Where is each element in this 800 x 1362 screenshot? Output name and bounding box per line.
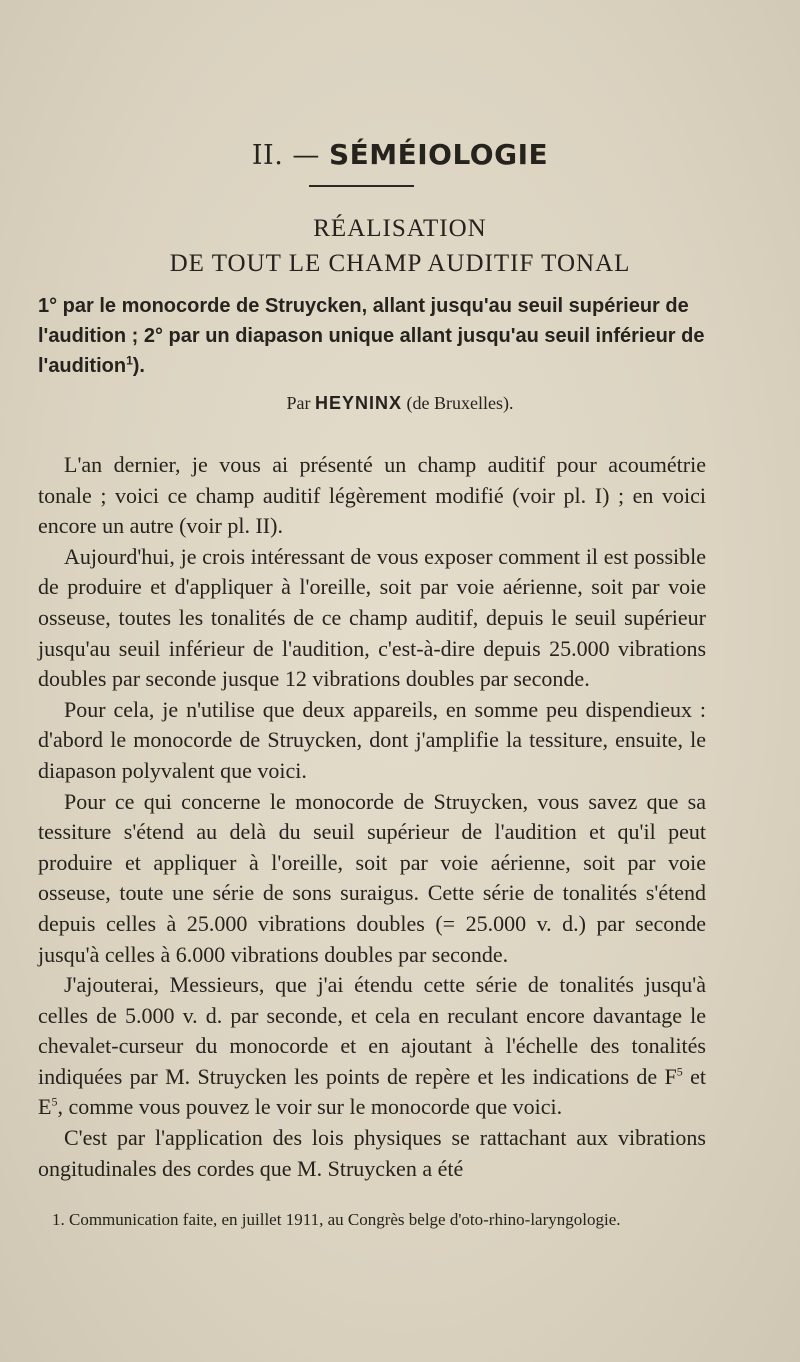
paragraph-4: Pour ce qui concerne le monocorde de Struycken, vous savez que sa tessiture s'étend au delà du seuil supérieur de l'audition et qu'il peut produire et appliquer à l'oreille, soit par voie aérienne, soit par voie osseuse, toute une série de sons suraigus. Cette série de tonalités s'étend depuis celles à 25.000 vibrations doubles (= 25.000 v. d.) par seconde jusqu'à celles à 6.000 vibrations doubles par seconde. (38, 788, 706, 967)
paragraph-6: C'est par l'application des lois physiques se rattachant aux vibrations ongitudinales des cordes que M. Struycken a été (38, 1125, 706, 1181)
note-e5-superscript: 5 (51, 1095, 58, 1110)
byline-prefix: Par (286, 393, 311, 413)
section-number: II. — (251, 140, 320, 171)
note-f5-superscript: 5 (676, 1064, 683, 1079)
section-title (0, 138, 800, 171)
paragraph-1: L'an dernier, je vous ai présenté un champ auditif pour acoumétrie tonale ; voici ce champ auditif légèrement modifié (voir pl. I) ; en voici encore un autre (voir pl. II). (38, 452, 706, 539)
footnote-number: 1. (52, 1210, 65, 1229)
byline (0, 393, 800, 414)
footnote (38, 1207, 706, 1233)
subtitle-text: 1° par le monocorde de Struycken, allant jusqu'au seuil supérieur de l'audition ; 2° par un diapason unique allant jusqu'au seuil inférieur de l'audition (38, 295, 705, 377)
footnote-text: Communication faite, en juillet 1911, au Congrès belge d'oto-rhino-laryngologie. (69, 1210, 621, 1229)
paragraph-5-part-a: J'ajouterai, Messieurs, que j'ai étendu cette série de tonalités jusqu'à celles de 5.000 v. d. par seconde, et cela en reculant encore davantage le chevalet-curseur du monocorde et en ajoutant à l'échelle des tonalités indiquées par M. Struycken les points de repère et les indications de F (38, 972, 706, 1089)
subtitle-tail: ). (132, 355, 145, 377)
author-origin: (de Bruxelles). (406, 393, 514, 413)
article-body (38, 450, 706, 1184)
title-rule (309, 185, 414, 187)
paragraph-5-part-c: , comme vous pouvez le voir sur le monocorde que voici. (57, 1094, 563, 1120)
article-subtitle (38, 291, 718, 381)
paragraph-5 (38, 970, 706, 1123)
footnote-reference: 1 (126, 353, 133, 368)
paragraph-3: Pour cela, je n'utilise que deux appareils, en somme peu dispendieux : d'abord le monocorde de Struycken, dont j'amplifie la tessiture, ensuite, le diapason polyvalent que voici. (38, 696, 706, 783)
paragraph-5-part-b: et E (38, 1063, 706, 1120)
paragraph-2: Aujourd'hui, je crois intéressant de vous exposer comment il est possible de produire et d'appliquer à l'oreille, soit par voie aérienne, soit par voie osseuse, toutes les tonalités de ce champ auditif, depuis le seuil supérieur jusqu'au seuil inférieur de l'audition, c'est-à-dire depuis 25.000 vibrations doubles par seconde jusque 12 vibrations doubles par seconde. (38, 543, 706, 692)
article-heading-line-2: DE TOUT LE CHAMP AUDITIF TONAL (169, 250, 631, 277)
section-name: SÉMÉIOLOGIE (328, 138, 549, 171)
article-heading-line-1: RÉALISATION (313, 215, 487, 242)
author-name: HEYNINX (315, 393, 403, 413)
